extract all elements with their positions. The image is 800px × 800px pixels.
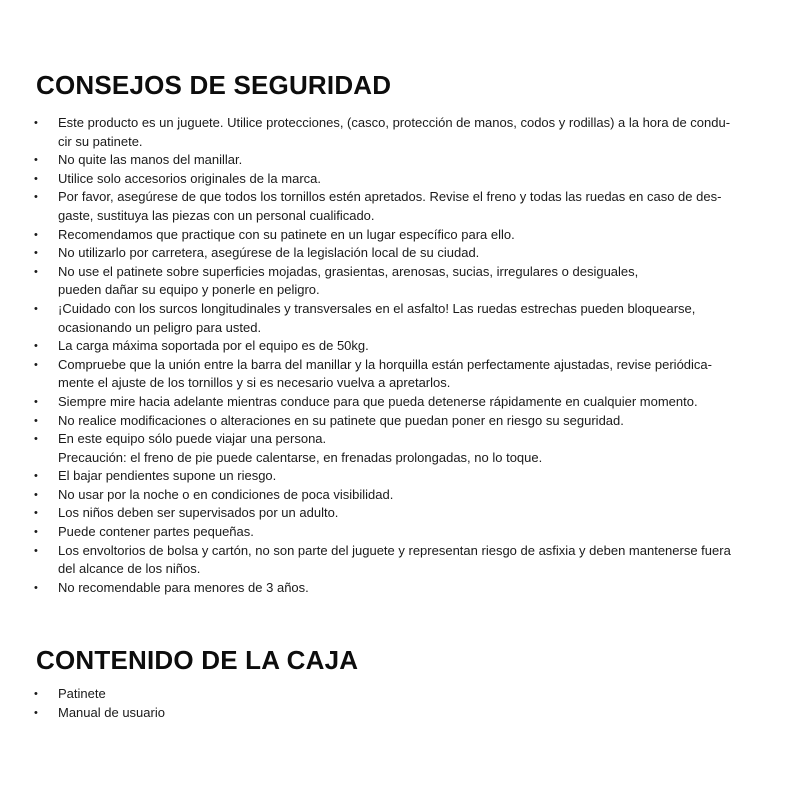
list-item-text: El bajar pendientes supone un riesgo. <box>58 468 277 484</box>
list-item-text: Los niños deben ser supervisados por un adulto. <box>58 505 339 521</box>
list-item-text: No use el patinete sobre superficies mojadas, grasientas, arenosas, sucias, irregulares o desiguales, <box>58 263 639 279</box>
bullet-icon: • <box>34 172 38 185</box>
list-item-text: Patinete <box>58 686 106 701</box>
bullet-icon: • <box>34 117 38 129</box>
list-item-text: Por favor, asegúrese de que todos los tornillos estén apretados. Revise el freno y todas las ruedas en caso de des- <box>58 189 722 205</box>
safety-tips-list <box>30 114 770 597</box>
list-item-text: Utilice solo accesorios originales de la marca. <box>58 170 322 186</box>
list-item-text: Compruebe que la unión entre la barra del manillar y la horquilla están perfectamente ajustadas, revise periódica- <box>58 356 712 372</box>
safety-tips-heading: CONSEJOS DE SEGURIDAD <box>36 70 392 100</box>
list-item-text-continued: Precaución: el freno de pie puede calentarse, en frenadas prolongadas, no lo toque. <box>58 449 543 465</box>
bullet-icon: • <box>34 688 38 700</box>
list-item-text: No usar por la noche o en condiciones de poca visibilidad. <box>58 486 394 502</box>
bullet-icon: • <box>34 433 38 446</box>
list-item-text: Recomendamos que practique con su patinete en un lugar específico para ello. <box>58 226 515 242</box>
bullet-icon: • <box>34 470 38 483</box>
list-item-text: Este producto es un juguete. Utilice protecciones, (casco, protección de manos, codos y rodillas) a la hora de condu- <box>58 115 731 130</box>
bullet-icon: • <box>34 247 38 260</box>
list-item-text-continued: pueden dañar su equipo y ponerle en peligro. <box>58 282 320 298</box>
bullet-icon: • <box>34 154 38 167</box>
safety-tip-item <box>30 486 770 505</box>
safety-tip-item <box>30 226 770 245</box>
safety-tip-item <box>30 542 770 579</box>
list-item-text: No recomendable para menores de 3 años. <box>58 579 309 595</box>
safety-tip-item <box>30 393 770 412</box>
bullet-icon: • <box>34 228 38 241</box>
list-item-text-continued: del alcance de los niños. <box>58 561 201 577</box>
safety-tip-item <box>30 523 770 542</box>
bullet-icon: • <box>34 265 38 278</box>
bullet-icon: • <box>34 507 38 520</box>
bullet-icon: • <box>34 544 38 557</box>
list-item-text: En este equipo sólo puede viajar una persona. <box>58 431 327 447</box>
list-item-text: La carga máxima soportada por el equipo es de 50kg. <box>58 338 369 354</box>
safety-tip-item <box>30 356 770 393</box>
box-contents-heading: CONTENIDO DE LA CAJA <box>36 645 359 675</box>
safety-tip-item <box>30 337 770 356</box>
list-item-text: No quite las manos del manillar. <box>58 152 243 168</box>
box-contents-list <box>30 685 770 722</box>
bullet-icon: • <box>34 706 38 719</box>
box-content-item <box>30 685 770 704</box>
list-item-text-continued: cir su patinete. <box>58 133 143 149</box>
safety-tip-item <box>30 188 770 225</box>
bullet-icon: • <box>34 488 38 501</box>
bullet-icon: • <box>34 358 38 371</box>
safety-tip-item <box>30 263 770 300</box>
box-content-item <box>30 704 770 723</box>
safety-tip-item <box>30 114 770 151</box>
bullet-icon: • <box>34 191 38 204</box>
list-item-text: Siempre mire hacia adelante mientras conduce para que pueda detenerse rápidamente en cualquier momento. <box>58 393 698 409</box>
list-item-text: Puede contener partes pequeñas. <box>58 524 254 540</box>
safety-tip-item <box>30 504 770 523</box>
list-item-text: Los envoltorios de bolsa y cartón, no son parte del juguete y representan riesgo de asfixia y deben mantenerse fuera <box>58 542 731 558</box>
list-item-text: No utilizarlo por carretera, asegúrese de la legislación local de su ciudad. <box>58 245 480 261</box>
list-item-text: ¡Cuidado con los surcos longitudinales y transversales en el asfalto! Las ruedas estrechas pueden bloquearse, <box>58 300 696 316</box>
list-item-text-continued: ocasionando un peligro para usted. <box>58 319 262 335</box>
safety-tip-item <box>30 467 770 486</box>
safety-tip-item <box>30 300 770 337</box>
bullet-icon: • <box>34 526 38 539</box>
safety-tip-item <box>30 430 770 467</box>
bullet-icon: • <box>34 395 38 408</box>
bullet-icon: • <box>34 340 38 353</box>
safety-tip-item <box>30 151 770 170</box>
bullet-icon: • <box>34 302 38 315</box>
list-item-text: Manual de usuario <box>58 704 165 720</box>
bullet-icon: • <box>34 581 38 594</box>
list-item-text: No realice modificaciones o alteraciones en su patinete que puedan poner en riesgo su seguridad. <box>58 412 624 428</box>
safety-tip-item <box>30 244 770 263</box>
list-item-text-continued: mente el ajuste de los tornillos y si es necesario vuelva a apretarlos. <box>58 375 451 391</box>
safety-tip-item <box>30 579 770 598</box>
list-item-text-continued: gaste, sustituya las piezas con un personal cualificado. <box>58 207 375 223</box>
safety-tip-item <box>30 170 770 189</box>
safety-tip-item <box>30 412 770 431</box>
bullet-icon: • <box>34 414 38 427</box>
